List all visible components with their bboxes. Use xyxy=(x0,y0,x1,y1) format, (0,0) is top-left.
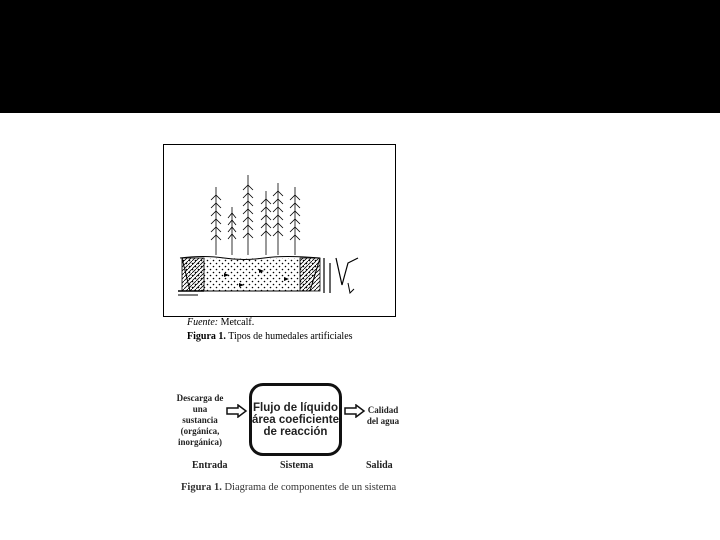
source-label: Fuente: xyxy=(187,317,219,328)
input-description: Descarga de una sustancia (orgánica, inorgánica) xyxy=(176,393,224,447)
system-description: Flujo de líquido área coeficiente de reacción xyxy=(252,401,339,438)
title-band xyxy=(0,0,720,113)
figure2-label: Figura 1. xyxy=(181,482,222,493)
figure-caption-text: Tipos de humedales artificiales xyxy=(228,331,353,342)
figure-caption-system xyxy=(181,482,396,493)
figure-caption-wetland xyxy=(187,331,353,343)
output-description: Calidad del agua xyxy=(366,405,400,426)
figure-source xyxy=(187,317,254,328)
input-arrow-icon xyxy=(226,404,248,418)
figure-label: Figura 1. xyxy=(187,331,226,342)
wetland-illustration xyxy=(164,145,397,318)
figure2-caption-text: Diagrama de componentes de un sistema xyxy=(224,482,397,493)
label-system: Sistema xyxy=(280,460,314,471)
source-value: Metcalf. xyxy=(220,317,255,328)
wetland-figure xyxy=(163,144,396,317)
label-input: Entrada xyxy=(192,460,228,471)
label-output: Salida xyxy=(366,460,393,471)
system-box xyxy=(249,383,342,456)
